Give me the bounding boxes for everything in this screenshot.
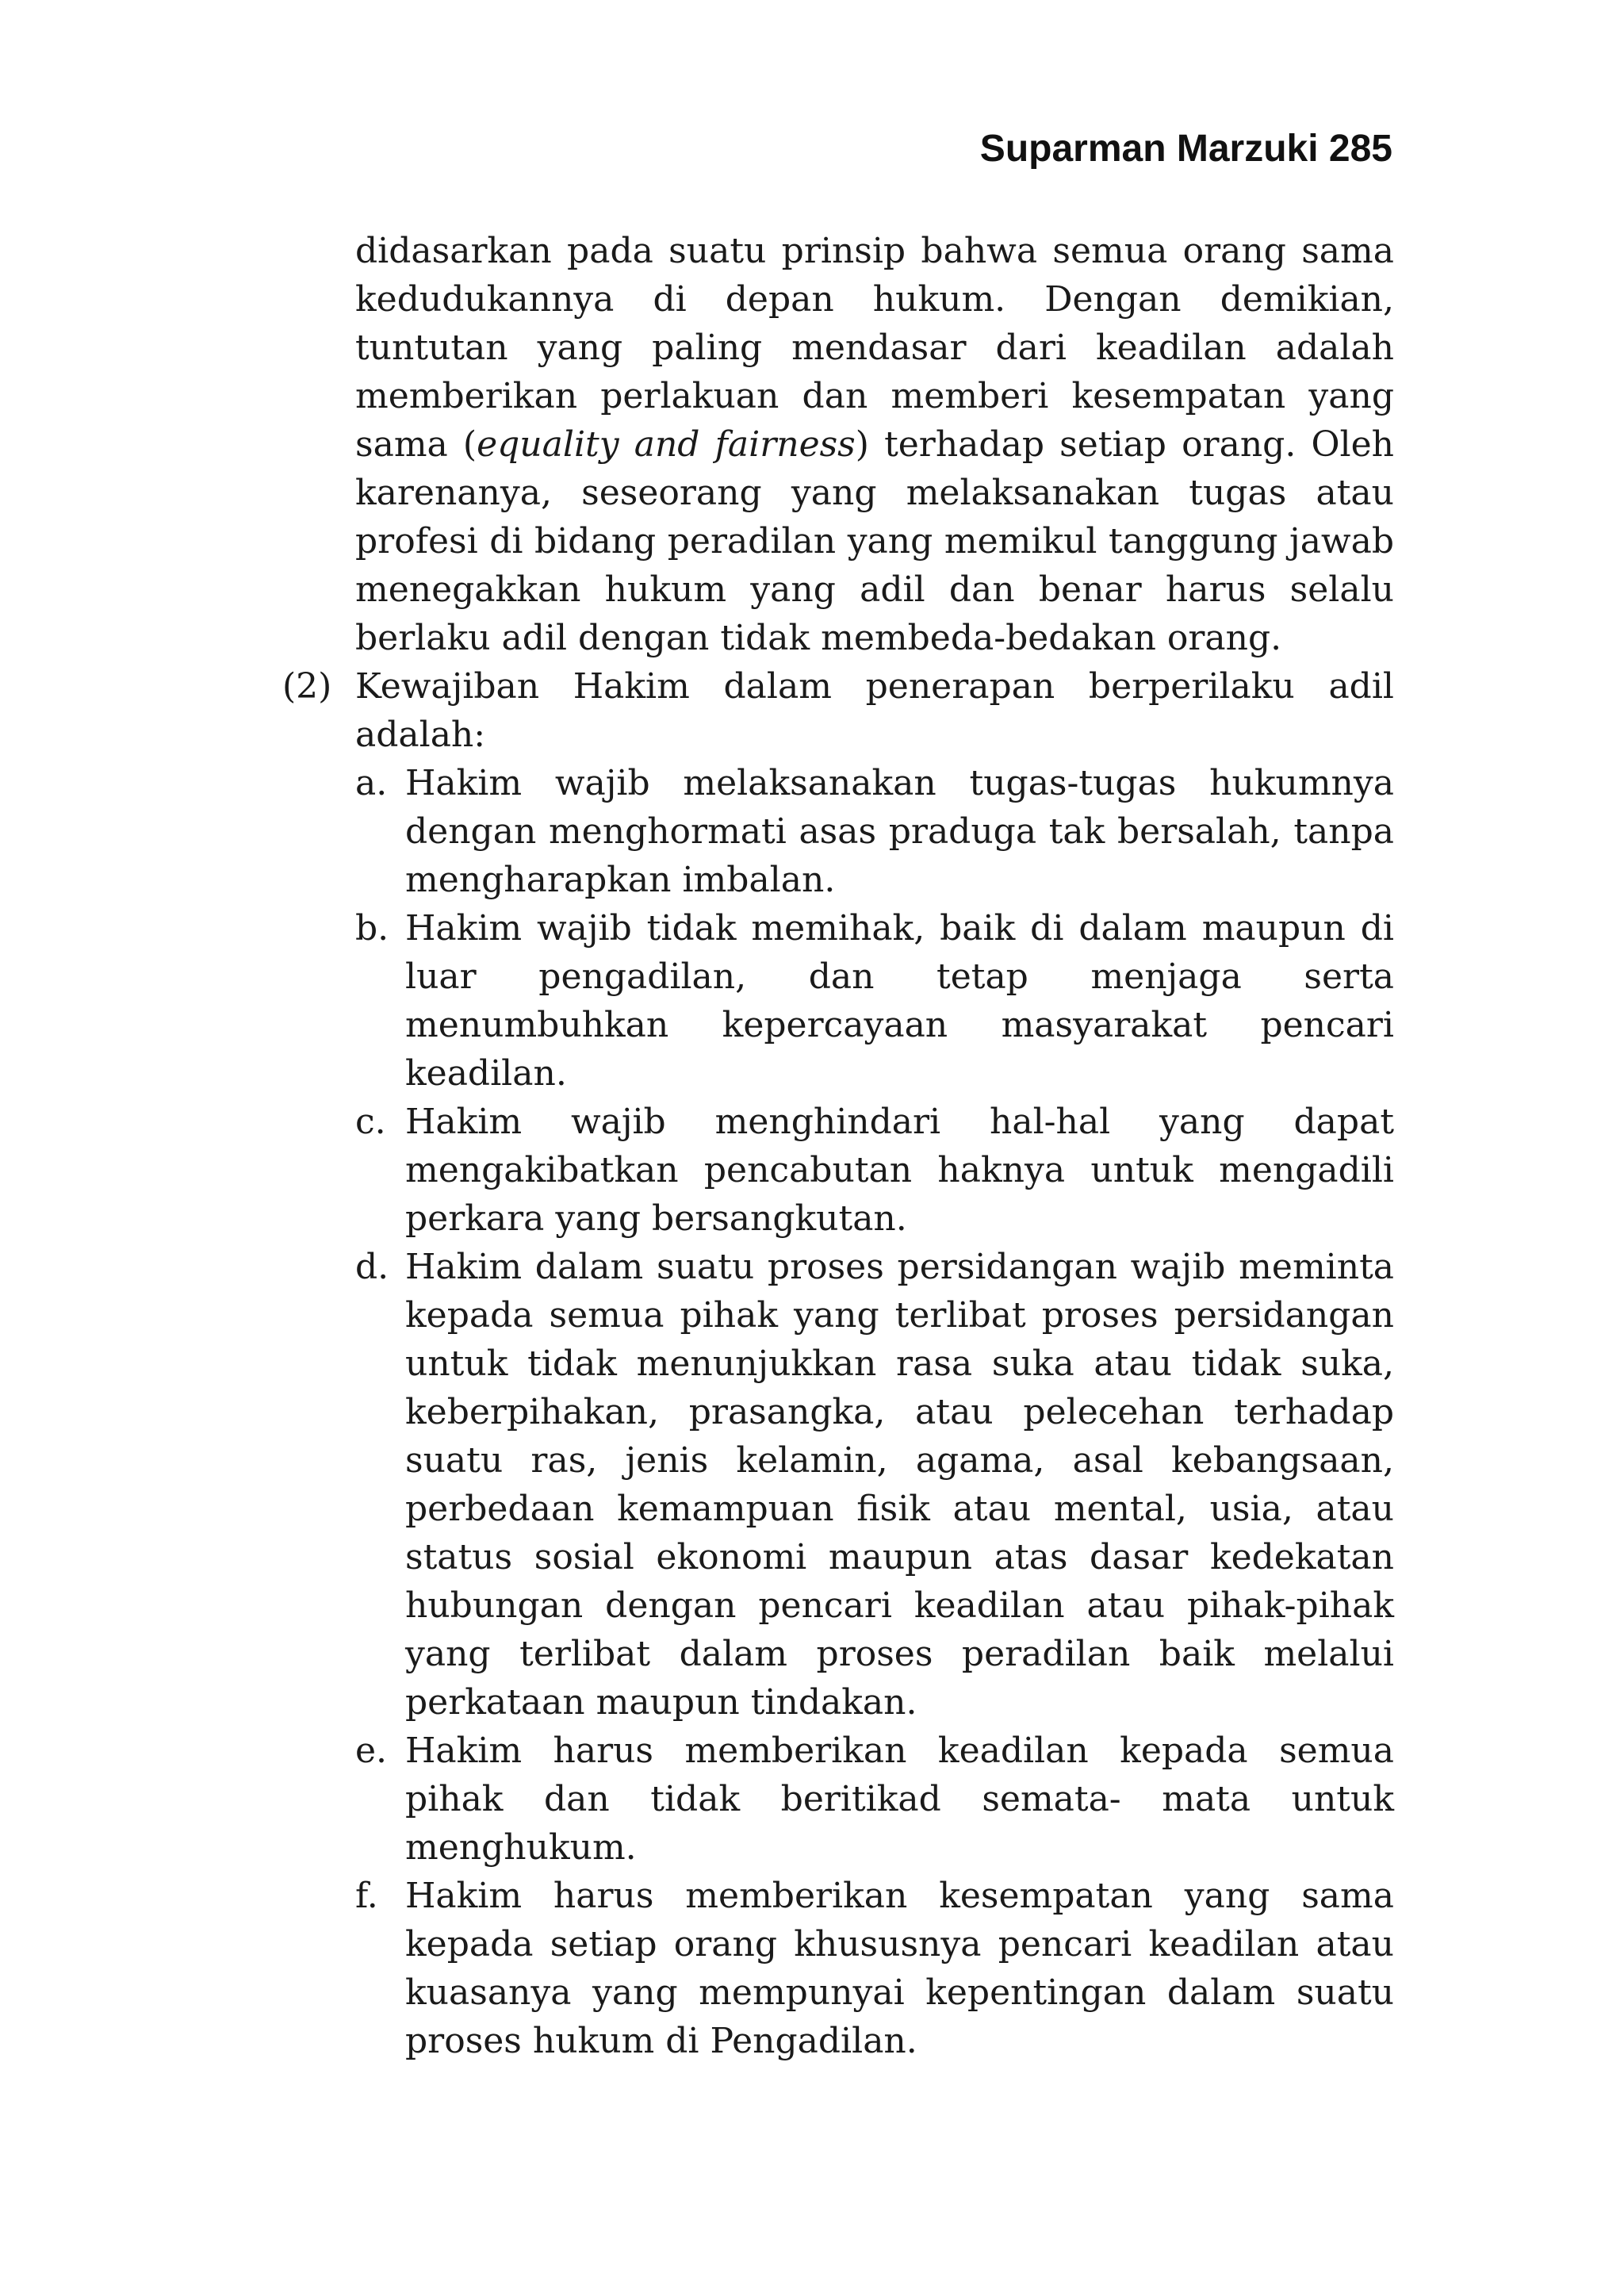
list-item-d (355, 1243, 1394, 1727)
list-item-b (355, 904, 1394, 1098)
list-item-letter: c. (355, 1102, 386, 1142)
continuation-paragraph (355, 227, 1394, 662)
item-number: (2) (282, 666, 332, 707)
running-header: Suparman Marzuki 285 (979, 128, 1392, 170)
list-item-text: Hakim harus memberikan keadilan kepada semua pihak dan tidak beritikad semata- mata untuk menghukum. (405, 1731, 1394, 1868)
list-item-letter: a. (355, 763, 388, 803)
list-item-letter: f. (355, 1876, 378, 1916)
list-item-e (355, 1727, 1394, 1872)
numbered-item-2 (282, 662, 1394, 759)
list-item-text: Hakim dalam suatu proses persidangan wajib meminta kepada semua pihak yang terlibat proses persidangan untuk tidak menunjukkan rasa suka atau tidak suka, keberpihakan, prasangka, atau pelecehan terhadap suatu ras, jenis kelamin, agama, asal kebangsaan, perbedaan kemampuan fisik atau mental, usia, atau status sosial ekonomi maupun atas dasar kedekatan hubungan dengan pencari keadilan atau pihak-pihak yang terlibat dalam proses peradilan baik melalui perkataan maupun tindakan. (405, 1247, 1394, 1723)
list-item-c (355, 1098, 1394, 1243)
list-item-text: Hakim harus memberikan kesempatan yang sama kepada setiap orang khususnya pencari keadilan atau kuasanya yang mempunyai kepentingan dalam suatu proses hukum di Pengadilan. (405, 1876, 1394, 2061)
paragraph-text-part2: ) terhadap setiap orang. Oleh karenanya, seseorang yang melaksanakan tugas atau profesi di bidang peradilan yang memikul tanggung jawab menegakkan hukum yang adil dan benar harus selalu berlaku adil dengan tidak membeda-bedakan orang. (355, 424, 1394, 658)
list-item-f (355, 1872, 1394, 2065)
list-item-text: Hakim wajib menghindari hal-hal yang dapat mengakibatkan pencabutan haknya untuk mengadili perkara yang bersangkutan. (405, 1102, 1394, 1239)
paragraph-italic-term: equality and fairness (477, 424, 856, 465)
page-body (0, 227, 1624, 2065)
paragraph-text-part1: didasarkan pada suatu prinsip bahwa semua orang sama kedudukannya di depan hukum. Dengan demikian, tuntutan yang paling mendasar dari keadilan adalah memberikan perlakuan dan memberi kesempatan yang sama ( (355, 231, 1394, 465)
list-item-text: Hakim wajib melaksanakan tugas-tugas hukumnya dengan menghormati asas praduga tak bersalah, tanpa mengharapkan imbalan. (405, 763, 1394, 900)
list-item-letter: e. (355, 1731, 388, 1771)
item-text: Kewajiban Hakim dalam penerapan berperilaku adil adalah: (355, 666, 1394, 755)
list-item-text: Hakim wajib tidak memihak, baik di dalam maupun di luar pengadilan, dan tetap menjaga serta menumbuhkan kepercayaan masyarakat pencari keadilan. (405, 908, 1394, 1094)
list-item-letter: d. (355, 1247, 389, 1287)
list-item-a (355, 759, 1394, 904)
list-item-letter: b. (355, 908, 389, 949)
